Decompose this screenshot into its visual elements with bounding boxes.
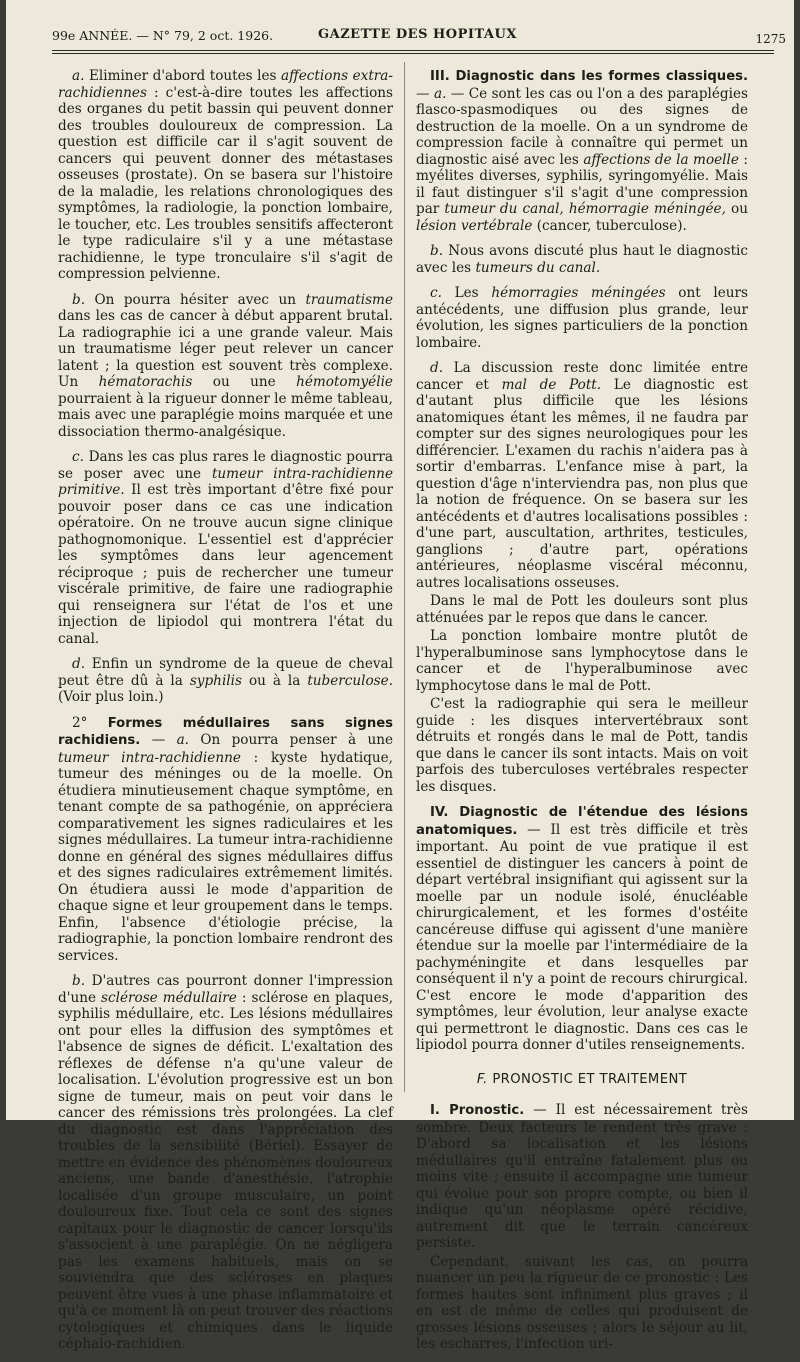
- chapter-title-text: PRONOSTIC ET TRAITEMENT: [492, 1071, 688, 1087]
- section-heading: Formes médullaires sans signes rachidiens.: [58, 715, 393, 748]
- page-header: [46, 26, 786, 48]
- column-divider: [404, 62, 405, 1092]
- item-label: d.: [72, 656, 86, 672]
- paragraph: b. D'autres cas pourront donner l'impression d'une sclérose médullaire : sclérose en plaques, syphilis médullaire, etc. Les lésions médullaires ont pour elles la diffusion des symptômes et l'absence de signes de déficit. L'exaltation des réflexes de défense n'a qu'une valeur de localisation. L'évolution progressive est un bon signe de tumeur, mais on peut voir dans le cancer des rémissions très prolongées. La clef du diagnostic est dans l'appréciation des troubles de la sensibilité (Bériel). Essayer de mettre en évidence des phénomènes douloureux anciens, une bande d'anesthésie, l'atrophie localisée d'un groupe musculaire, un point douloureux fixe. Tout cela ce sont des signes capitaux pour le diagnostic de cancer lorsqu'ils s'associent à une paraplégie. On ne négligera pas les examens habituels, mais on se souviendra que des scléroses en plaques peuvent être vues à une phase inflammatoire et qu'à ce moment là on peut trouver des réactions cytologiques et chimiques dans le liquide céphalo-rachidien.: [58, 973, 394, 1352]
- paragraph: Cependant, suivant les cas, on pourra nuancer un peu la rigueur de ce pronostic : Les formes hautes sont infiniment plus graves ; il en est de même de celles qui produisent de grosses lésions osseuses ; alors le séjour au lit, les escharres, l'infection uri-: [416, 1253, 748, 1352]
- section-paragraph: III. Diagnostic dans les formes classiques. — a. — Ce sont les cas ou l'on a des paraplégies flasco-spasmodiques ou des signes de destruction de la moelle. On a un syndrome de compression facile à connaître qui permet un diagnostic aisé avec les affections de la moelle : myélites diverses, syphilis, syringomyélie. Mais il faut distinguer s'il s'agit d'une compression par tumeur du canal, hémorragie méningée, ou lésion vertébrale (cancer, tuberculose).: [416, 69, 748, 234]
- paragraph: C'est la radiographie qui sera le meilleur guide : les disques intervertébraux sont détruits et rongés dans le mal de Pott, tandis que dans le cancer ils sont intacts. Mais on voit parfois des tuberculoses vertébrales respecter les disques.: [416, 696, 748, 795]
- item-label: b.: [72, 973, 86, 989]
- section-number: 2°: [72, 714, 88, 731]
- left-column: [58, 68, 393, 1362]
- item-label: c.: [430, 285, 442, 301]
- paragraph: a. Eliminer d'abord toutes les affections extra-rachidiennes : c'est-à-dire toutes les affections des organes du petit bassin qui peuvent donner des troubles douloureux de compression. La question est difficile car il s'agit souvent de cancers qui peuvent donner des métastases osseuses (prostate). On se basera sur l'histoire de la maladie, les relations chronologiques des symptômes, la radiologie, la ponction lombaire, le toucher, etc. Les troubles sensitifs affecteront le type radiculaire s'il y a une métastase rachidienne, le type tronculaire s'il s'agit de compression pelvienne.: [58, 68, 394, 282]
- section-paragraph: IV. Diagnostic de l'étendue des lésions anatomiques. — Il est très difficile et très important. Au point de vue pratique il est essentiel de distinguer les cancers à point de départ vertébral insignifiant qui agissent sur la moelle par un nodule isolé, énucléable chirurgicalement, et les formes d'ostéite cancéreuse diffuse qui agissent d'une manière étendue sur la moelle par l'intermédiaire de la pachyméningite et dans lesquelles par conséquent il n'y a point de recours chirurgical. C'est encore le mode d'apparition des symptômes, leur évolution, leur analyse exacte qui permettront le diagnostic. Dans ces cas le lipiodol pourra donner d'utiles renseignements.: [416, 805, 749, 1053]
- right-column: [416, 68, 748, 1355]
- section-paragraph: I. Pronostic. — Il est nécessairement très sombre. Deux facteurs le rendent très grave : D'abord sa localisation et les lésions médullaires qu'il entraîne fatalement plus ou moins vite ; ensuite il accompagne une tumeur qui évolue pour son propre compte, ou bien il indique qu'un néoplasme opéré récidive, autrement dit que le terrain cancéreux persiste.: [416, 1102, 749, 1251]
- item-label: b.: [72, 291, 86, 308]
- item-label: a.: [176, 732, 189, 748]
- emphasis: affections extra-rachidiennes: [58, 68, 394, 101]
- emphasis: syphilis: [189, 672, 242, 689]
- header-rule: [52, 50, 774, 54]
- emphasis: tumeur intra-rachidienne: [58, 749, 241, 766]
- paragraph: Dans le mal de Pott les douleurs sont plus atténuées par le repos que dans le cancer.: [416, 593, 748, 626]
- section-paragraph: 2° Formes médullaires sans signes rachidiens. — a. On pourra penser à une tumeur intra-rachidienne : kyste hydatique, tumeur des méninges ou de la moelle. On étudiera minutieusement chaque symptôme, en tenant compte de sa pathogénie, on appréciera comparativement les signes radiculaires et les signes médullaires. La tumeur intra-rachidienne donne en général des signes médullaires diffus et des signes radiculaires extrêmement limités. On étudiera aussi le mode d'apparition de chaque signe et leur groupement dans le temps. Enfin, l'absence d'étiologie précise, la radiographie, la ponction lombaire rendront des services.: [58, 714, 394, 964]
- journal-title: GAZETTE DES HOPITAUX: [318, 27, 517, 42]
- newspaper-page: [6, 0, 794, 1352]
- issue-info: 99e ANNÉE. — N° 79, 2 oct. 1926.: [52, 28, 274, 43]
- emphasis: tumeurs du canal.: [475, 259, 601, 276]
- paragraph: b. Nous avons discuté plus haut le diagnostic avec les tumeurs du canal.: [416, 243, 749, 276]
- emphasis: hémotomyélie: [296, 374, 393, 390]
- emphasis: hématorachis: [98, 374, 193, 390]
- emphasis: tuberculose.: [307, 672, 394, 689]
- emphasis: tumeur intra-rachidienne primitive.: [58, 465, 393, 498]
- emphasis: sclérose médullaire: [101, 989, 237, 1006]
- chapter-title: [416, 1072, 748, 1089]
- section-heading: I. Pronostic.: [430, 1103, 525, 1118]
- emphasis: tumeur du canal, hémorragie méningée,: [444, 201, 726, 217]
- item-label: c.: [72, 449, 84, 465]
- section-heading: IV. Diagnostic de l'étendue des lésions anatomiques.: [416, 805, 748, 838]
- emphasis: traumatisme: [305, 291, 393, 308]
- item-label: d.: [430, 360, 444, 376]
- emphasis: hémorragies méningées: [491, 285, 666, 301]
- paragraph: c. Dans les cas plus rares le diagnostic pourra se poser avec une tumeur intra-rachidienne primitive. Il est très important d'être fixé pour pouvoir poser dans ce cas une indication opératoire. On ne trouve aucun signe clinique pathognomonique. L'essentiel est d'apprécier les symptômes dans leur agencement réciproque ; puis de rechercher une tumeur viscérale primitive, de faire une radiographie qui renseignera sur l'état de l'os et une injection de lipiodol qui montrera l'état du canal.: [58, 449, 393, 647]
- paragraph: d. Enfin un syndrome de la queue de cheval peut être dû à la syphilis ou à la tuberculose. (Voir plus loin.): [58, 656, 394, 705]
- emphasis: lésion vertébrale: [416, 217, 533, 234]
- item-label: b.: [430, 243, 444, 259]
- paragraph: La ponction lombaire montre plutôt de l'hyperalbuminose sans lymphocytose dans le cancer et de l'hyperalbuminose avec lymphocytose dans le mal de Pott.: [416, 628, 748, 694]
- chapter-letter: F.: [476, 1071, 488, 1087]
- emphasis: mal de Pott.: [501, 376, 602, 393]
- paragraph: d. La discussion reste donc limitée entre cancer et mal de Pott. Le diagnostic est d'autant plus difficile que les lésions anatomiques étant les mêmes, il ne faudra par compter sur des signes neurologiques pour les différencier. L'examen du rachis n'aidera pas à sortir d'embarras. L'enfance mise à part, la question d'âge n'interviendra pas, non plus que la notion de fréquence. On se basera sur les antécédents et d'autres localisations possibles : d'une part, auscultation, arthrites, testicules, ganglions ; d'autre part, opérations antérieures, néoplasme viscéral méconnu, autres localisations osseuses.: [416, 360, 748, 591]
- paragraph: c. Les hémorragies méningées ont leurs antécédents, une diffusion plus grande, leur évolution, les signes particuliers de la ponction lombaire.: [416, 285, 748, 351]
- paragraph: b. On pourra hésiter avec un traumatisme dans les cas de cancer à début apparent brutal. La radiographie ici a une grande valeur. Mais un traumatisme léger peut relever un cancer latent ; la question est souvent très complexe. Un hématorachis ou une hémotomyélie pourraient à la rigueur donner le même tableau, mais avec une paraplégie moins marquée et une dissociation thermo-analgésique.: [58, 291, 393, 440]
- section-heading: III. Diagnostic dans les formes classiques.: [430, 69, 748, 84]
- page-number: 1275: [755, 32, 786, 46]
- item-label: a.: [72, 68, 85, 84]
- emphasis: affections de la moelle: [583, 151, 739, 168]
